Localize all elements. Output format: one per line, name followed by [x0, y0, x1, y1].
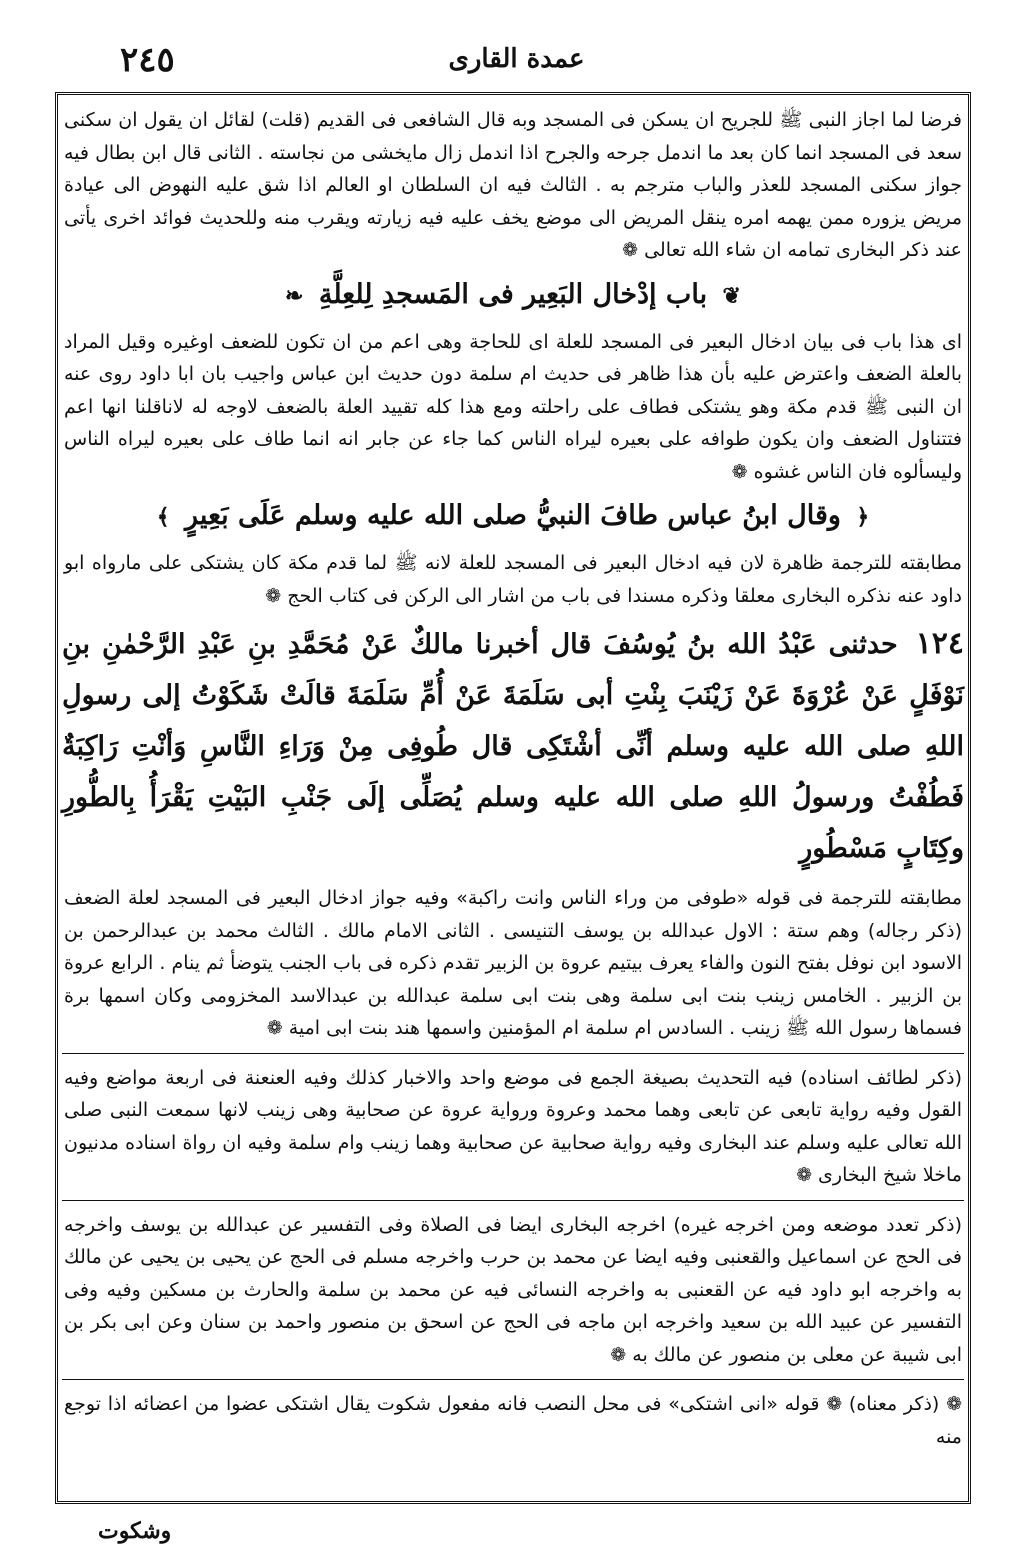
narration-heading — [62, 494, 964, 539]
narration-heading-text: وقال ابنُ عباس طافَ النبيُّ صلى الله عليه وسلم عَلَى بَعِيرٍ — [185, 500, 841, 531]
chapter-heading — [62, 273, 964, 318]
paragraph-commentary-3: مطابقته للترجمة ظاهرة لان فيه ادخال البعير فى المسجد للعلة لانه ﷺ لما قدم مكة كان يشتكى على مارواه ابو داود عنه نذكره البخارى معلقا وذكره مسندا فى باب من اشار الى الركن فى كتاب الحج ❁ — [64, 552, 962, 607]
paragraph-commentary-7: ❁ (ذكر معناه) ❁ قوله «انى اشتكى» فى محل النصب فانه مفعول شكوت يقال اشتكى عضوا من اعضائه اذا توجع منه — [64, 1393, 962, 1448]
running-title: عمدة القارى — [448, 44, 585, 74]
paragraph-commentary-2: اى هذا باب فى بيان ادخال البعير فى المسجد للعلة اى للحاجة وهى اعم من ان تكون للضعف اوغيره وقيل المراد بالعلة الضعف واعترض عليه بأن هذا ظاهر فى حديث ام سلمة دون حديث ابن عباس واجيب بان ابا داود روى عنه ان النبى ﷺ قدم مكة وهو يشتكى فطاف على راحلته ومع هذا كله تقييد العلة بالضعف لاوجه له لاناقلنا انها اعم فتتناول الضعف وان يكون طوافه على بعيره ليراه الناس كما جاء عن جابر انه انما طاف على بعيره ليراه الناس وليسألوه فان الناس غشوه ❁ — [64, 330, 962, 483]
bracket-left-icon: ﴾ — [156, 504, 170, 530]
hadith-text: حدثنى عَبْدُ الله بنُ يُوسُفَ قال أخبرنا مالكٌ عَنْ مُحَمَّدِ بنِ عَبْدِ الرَّحْمٰنِ بنِ نَوْفَلٍ عَنْ عُرْوَةَ عَنْ زَيْنَبَ بِنْتِ أبى سَلَمَةَ عَنْ أُمِّ سَلَمَةَ قالَتْ شَكَوْتُ إلى رسولِ اللهِ صلى الله عليه وسلم أنِّى أشْتَكِى قال طُوفِى مِنْ وَرَاءِ النَّاسِ وَأنْتِ رَاكِبَةٌ فَطُفْتُ ورسولُ اللهِ صلى الله عليه وسلم يُصَلِّى إلَى جَنْبِ البَيْتِ يَقْرَأُ بِالطُّورِ وكِتَابٍ مَسْطُورٍ — [62, 629, 964, 864]
ornament-right-icon: ❦ — [722, 282, 741, 309]
page-body — [62, 104, 964, 1453]
ornament-left-icon: ❧ — [285, 282, 304, 309]
catchword: وشكوت — [98, 1518, 172, 1544]
bracket-right-icon: ﴿ — [856, 504, 870, 530]
paragraph-commentary-1: فرضا لما اجاز النبى ﷺ للجريح ان يسكن فى المسجد وبه قال الشافعى فى القديم (قلت) لقائل ان يقول ان سكنى سعد فى المسجد انما كان بعد ما اندمل جرحه والجرح اذا اندمل زال مايخشى من نجاسته . الثانى قال ابن بطال فيه جواز سكنى المسجد للعذر والباب مترجم به . الثالث فيه ان السلطان او العالم اذا شق عليه النهوض الى عيادة مريض يزوره ممن يهمه امره ينقل المريض الى موضع يخف عليه فيه زيارته ويقرب منه وللحديث فوائد اخرى يأتى عند ذكر البخارى تمامه ان شاء الله تعالى ❁ — [64, 109, 962, 261]
page-number: ٢٤٥ — [120, 40, 175, 80]
paragraph-commentary-4: مطابقته للترجمة فى قوله «طوفى من وراء الناس وانت راكبة» وفيه جواز ادخال البعير فى المسجد لعلة الضعف (ذكر رجاله) وهم ستة : الاول عبدالله بن يوسف التنيسى . الثانى الامام مالك . الثالث محمد بن عبدالرحمن بن الاسود ابن نوفل بفتح النون والفاء يعرف بيتيم عروة بن الزبير تقدم ذكره فى باب الجنب يتوضأ ثم ينام . الرابع عروة بن الزبير . الخامس زينب بنت ابى سلمة وهى بنت ابى سلمة عبدالله بن عبدالاسد المخزومى وكان اسمها برة فسماها رسول الله ﷺ زينب . السادس ام سلمة ام المؤمنين واسمها هند بنت ابى امية ❁ — [64, 887, 962, 1039]
hadith-text-block — [62, 618, 964, 874]
section-divider — [62, 1379, 964, 1380]
paragraph-commentary-5: (ذكر لطائف اسناده) فيه التحديث بصيغة الجمع فى موضع واحد والاخبار كذلك وفيه العنعنة فى اربعة مواضع وفيه القول وفيه رواية تابعى عن تابعى وهما محمد وعروة ورواية عروة عن صحابية وهى زينب لانها سمعت النبى صلى الله تعالى عليه وسلم عند البخارى وفيه رواية صحابية عن صحابية وهما زينب وام سلمة وفيه ان رواة اسناده مدنيون ماخلا شيخ البخارى ❁ — [64, 1066, 962, 1186]
section-divider — [62, 1053, 964, 1054]
chapter-heading-text: باب إدْخال البَعِير فى المَسجدِ لِلعِلَّةِ — [318, 278, 708, 310]
paragraph-commentary-6: (ذكر تعدد موضعه ومن اخرجه غيره) اخرجه البخارى ايضا فى الصلاة وفى التفسير عن عبدالله بن يوسف واخرجه فى الحج عن اسماعيل والقعنبى وفيه ايضا عن محمد بن حرب واخرجه مسلم فى الحج عن يحيى بن يحيى عن مالك به واخرجه ابو داود فيه عن القعنبى به واخرجه النسائى فيه عن محمد بن سلمة والحارث بن مسكين وفيه وفى التفسير عن عبيد الله بن سعيد واخرجه ابن ماجه فى الحج عن اسحق بن منصور واحمد بن سنان وعن ابى بكر بن ابى شيبة عن معلى بن منصور عن مالك به ❁ — [64, 1213, 962, 1366]
section-divider — [62, 1200, 964, 1201]
hadith-number: ١٢٤ — [915, 626, 965, 661]
